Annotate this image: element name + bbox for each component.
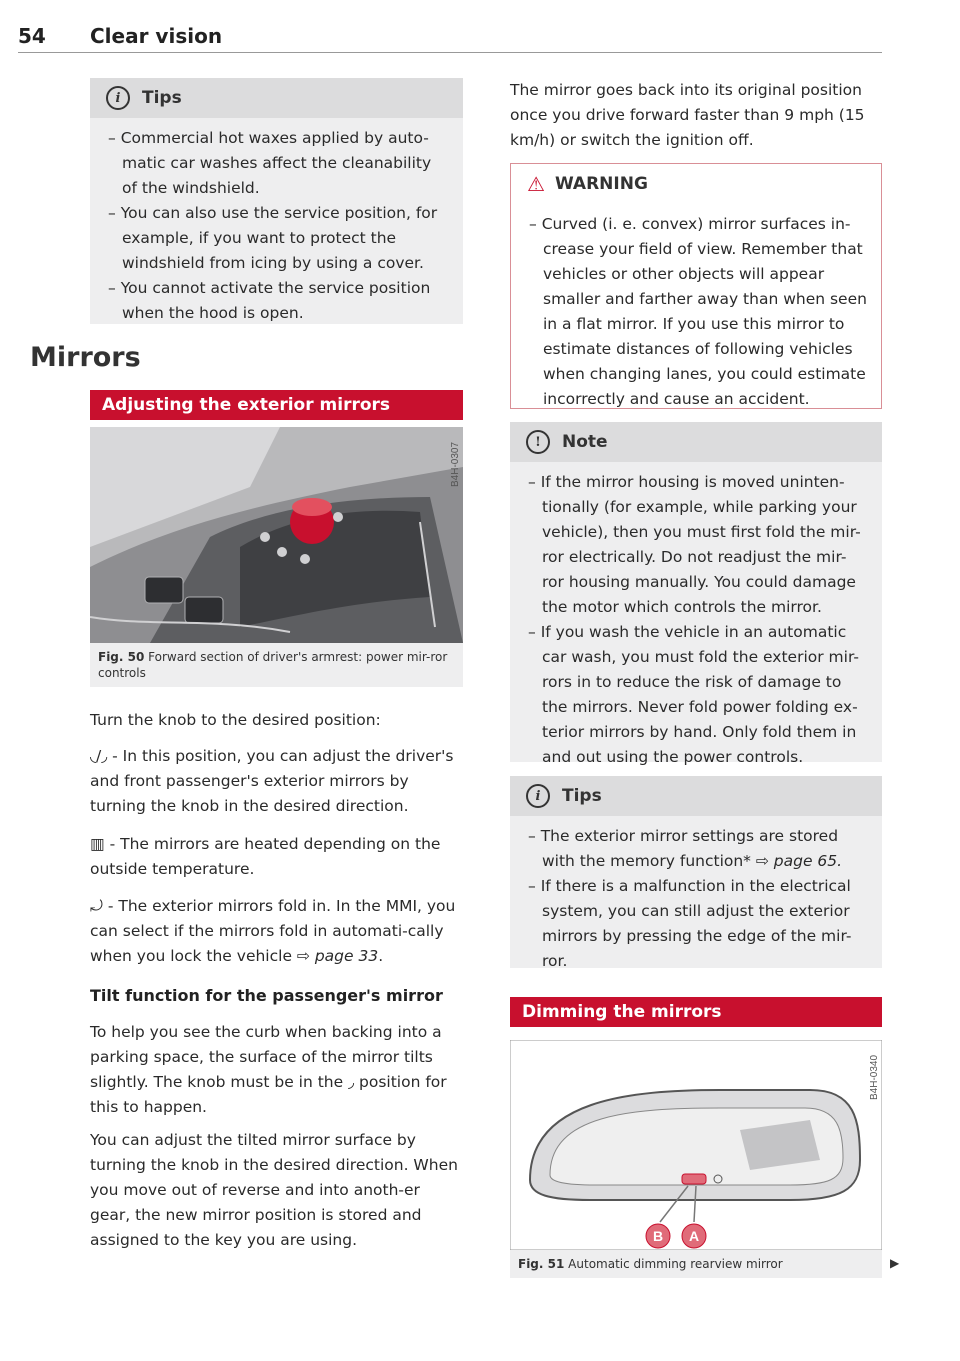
- header-divider: [18, 52, 882, 53]
- page-number: 54: [18, 24, 46, 48]
- figure-51: [510, 1040, 882, 1278]
- section-title: Clear vision: [90, 24, 223, 48]
- list-item: – You cannot activate the service position when the hood is open.: [108, 276, 449, 326]
- figure-code: B4H-0340: [869, 1054, 880, 1100]
- tips-box-2: [510, 776, 882, 968]
- mirror-adjust-icon: ◟/◞: [90, 747, 108, 765]
- tips-title-2: Tips: [562, 786, 602, 806]
- list-item: – If there is a malfunction in the electrical system, you can still adjust the exterior mirrors by pressing the edge of the mir-ror.: [528, 874, 868, 974]
- note-icon: !: [526, 430, 550, 454]
- right-intro-paragraph: The mirror goes back into its original position once you drive forward faster than 9 mph (15 km/h) or switch the ignition off.: [510, 81, 865, 149]
- mirror-heat-icon: ▥: [90, 835, 105, 853]
- tilt-paragraph-1: To help you see the curb when backing into a parking space, the surface of the mirror tilts slightly. The knob must be in the ◞ position for this to happen.: [90, 1023, 447, 1116]
- list-item: – If the mirror housing is moved uninten-tionally (for example, while parking your vehicle), then you must first fold the mir-ror electrically. Do not readjust the mir-ror housing manually. You could damage the motor which controls the mirror.: [528, 470, 868, 620]
- armrest-illustration: [90, 427, 463, 643]
- warning-list: [511, 204, 881, 420]
- tips-list: [90, 118, 463, 334]
- position-heat-text: - The mirrors are heated depending on the outside temperature.: [90, 835, 441, 878]
- tilt-paragraph-2: You can adjust the tilted mirror surface by turning the knob in the desired direction. When you move out of reverse and into anoth-er gear, the new mirror position is stored and assigned to the key you are using.: [90, 1131, 458, 1249]
- warning-header: [511, 164, 881, 204]
- figure-caption: [90, 643, 463, 687]
- position-adjust-text: - In this position, you can adjust the driver's and front passenger's exterior mirrors by turning the knob in the desired direction.: [90, 747, 454, 815]
- mirror-fold-icon: ⤾: [90, 897, 103, 915]
- note-box: [510, 422, 882, 766]
- intro-paragraph: Turn the knob to the desired position:: [90, 711, 381, 729]
- page-65-link[interactable]: ⇨ page 65.: [755, 852, 843, 870]
- rearview-mirror-illustration: [510, 1040, 882, 1250]
- note-list: [510, 462, 882, 778]
- mirrors-heading: Mirrors: [30, 342, 141, 373]
- page-33-link[interactable]: ⇨ page 33: [296, 947, 379, 965]
- list-item: – Curved (i. e. convex) mirror surfaces in-crease your field of view. Remember that vehicles or other objects will appear smaller and farther away than when seen in a flat mirror. If you use this mirror to estimate distances of following vehicles when changing lanes, you could estimate incorrectly and cause an accident.: [529, 212, 867, 412]
- figure-caption-text: Automatic dimming rearview mirror: [568, 1257, 783, 1271]
- note-header: [510, 422, 882, 462]
- dimming-heading-text: Dimming the mirrors: [522, 1002, 722, 1022]
- adjusting-mirrors-heading: [90, 390, 463, 420]
- tips-item-text: The exterior mirror settings are stored with the memory function*: [540, 827, 839, 870]
- tips-box: [90, 78, 463, 324]
- figure-50: [90, 427, 463, 687]
- adjusting-heading-text: Adjusting the exterior mirrors: [102, 395, 391, 415]
- note-title: Note: [562, 432, 608, 452]
- figure-code: B4H-0307: [450, 441, 461, 487]
- warning-triangle-icon: ⚠: [527, 172, 545, 196]
- tips-header: [90, 78, 463, 118]
- list-item: – You can also use the service position, for example, if you want to protect the windshield from icing by using a cover.: [108, 201, 449, 276]
- figure-caption-text: Forward section of driver's armrest: power mir-ror controls: [98, 650, 448, 680]
- figure-label: Fig. 51: [518, 1257, 565, 1271]
- position-fold-text: - The exterior mirrors fold in. In the MMI, you can select if the mirrors fold in automati-cally when you lock the vehicle: [90, 897, 456, 965]
- tips-title: Tips: [142, 88, 182, 108]
- info-icon: i: [106, 86, 130, 110]
- position-fold-paragraph: ⤾ - The exterior mirrors fold in. In the MMI, you can select if the mirrors fold in automati-cally when you lock the vehicle ⇨ page 33.: [90, 897, 456, 965]
- callout-a: A: [688, 1228, 700, 1244]
- dimming-mirrors-heading: [510, 997, 882, 1027]
- position-adjust-paragraph: [90, 744, 463, 819]
- tips-list-2: [510, 816, 882, 982]
- continue-arrow-icon: ▶: [890, 1256, 900, 1270]
- info-icon: i: [526, 784, 550, 808]
- list-item: [528, 824, 868, 874]
- callout-b: B: [652, 1228, 664, 1244]
- figure-caption: [510, 1250, 882, 1278]
- warning-box: [510, 163, 882, 409]
- list-item: – If you wash the vehicle in an automatic car wash, you must fold the exterior mir-rors in to reduce the risk of damage to the mirrors. Never fold power folding ex-terior mirrors by hand. Only fold them in and out using the power controls.: [528, 620, 868, 770]
- warning-title: WARNING: [554, 174, 648, 194]
- figure-label: Fig. 50: [98, 650, 145, 664]
- tips-header-2: [510, 776, 882, 816]
- tilt-heading: Tilt function for the passenger's mirror: [90, 986, 443, 1005]
- list-item: – Commercial hot waxes applied by auto-matic car washes affect the cleanability of the windshield.: [108, 126, 449, 201]
- position-heat-paragraph: [90, 832, 463, 882]
